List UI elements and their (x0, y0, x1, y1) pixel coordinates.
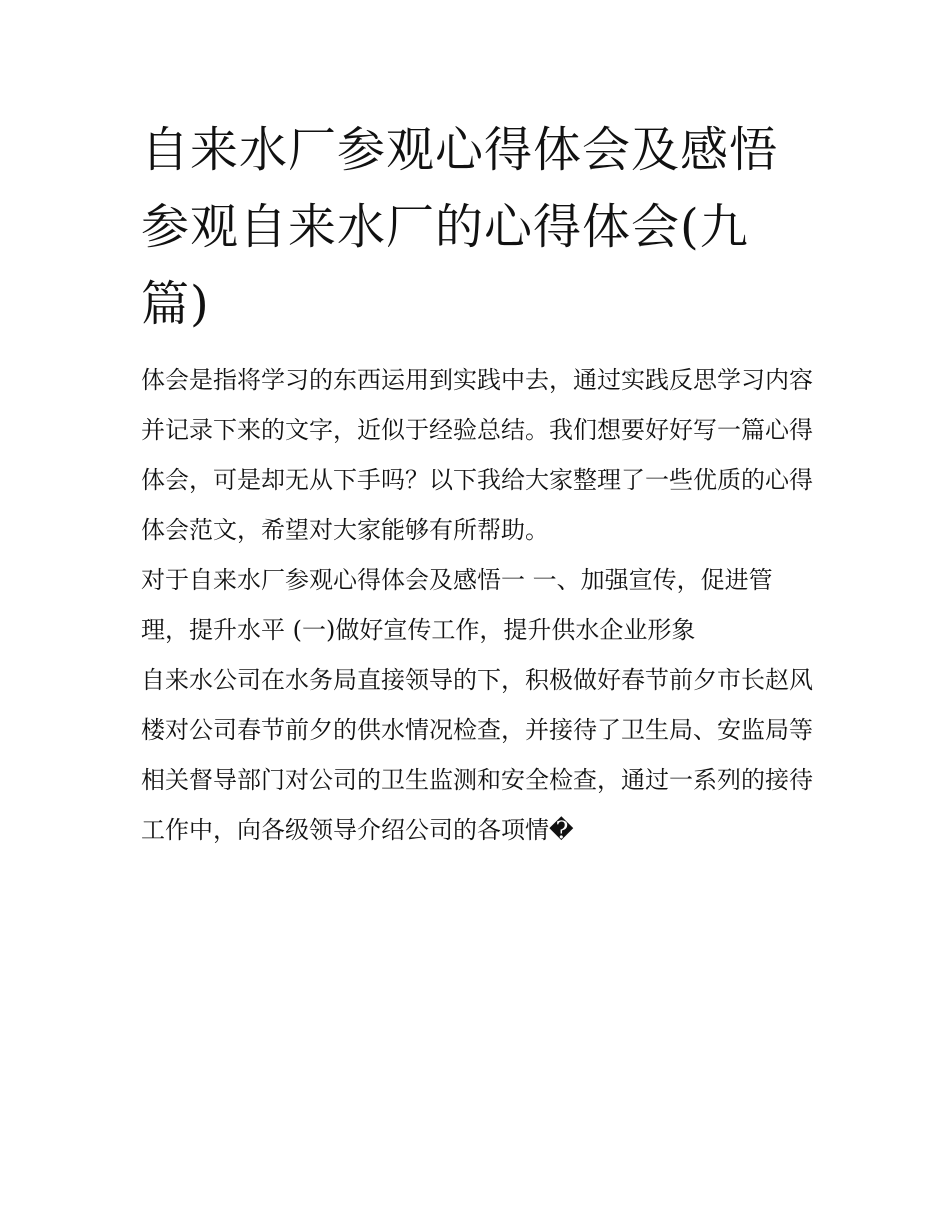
section-heading-paragraph: 对于自来水厂参观心得体会及感悟一 一、加强宣传，促进管理，提升水平 (一)做好宣传工作，提升供水企业形象 (141, 566, 773, 644)
document-content (141, 112, 813, 855)
body-paragraph: 自来水公司在水务局直接领导的下，积极做好春节前夕市长赵风楼对公司春节前夕的供水情况检查，并接待了卫生局、安监局等相关督导部门对公司的卫生监测和安全检查，通过一系列的接待工作中，向各级领导介绍公司的各项情� (141, 666, 813, 844)
intro-paragraph: 体会是指将学习的东西运用到实践中去，通过实践反思学习内容并记录下来的文字，近似于经验总结。我们想要好好写一篇心得体会，可是却无从下手吗？以下我给大家整理了一些优质的心得体会范文，希望对大家能够有所帮助。 (141, 366, 813, 544)
document-title: 自来水厂参观心得体会及感悟参观自来水厂的心得体会(九篇) (141, 122, 779, 332)
